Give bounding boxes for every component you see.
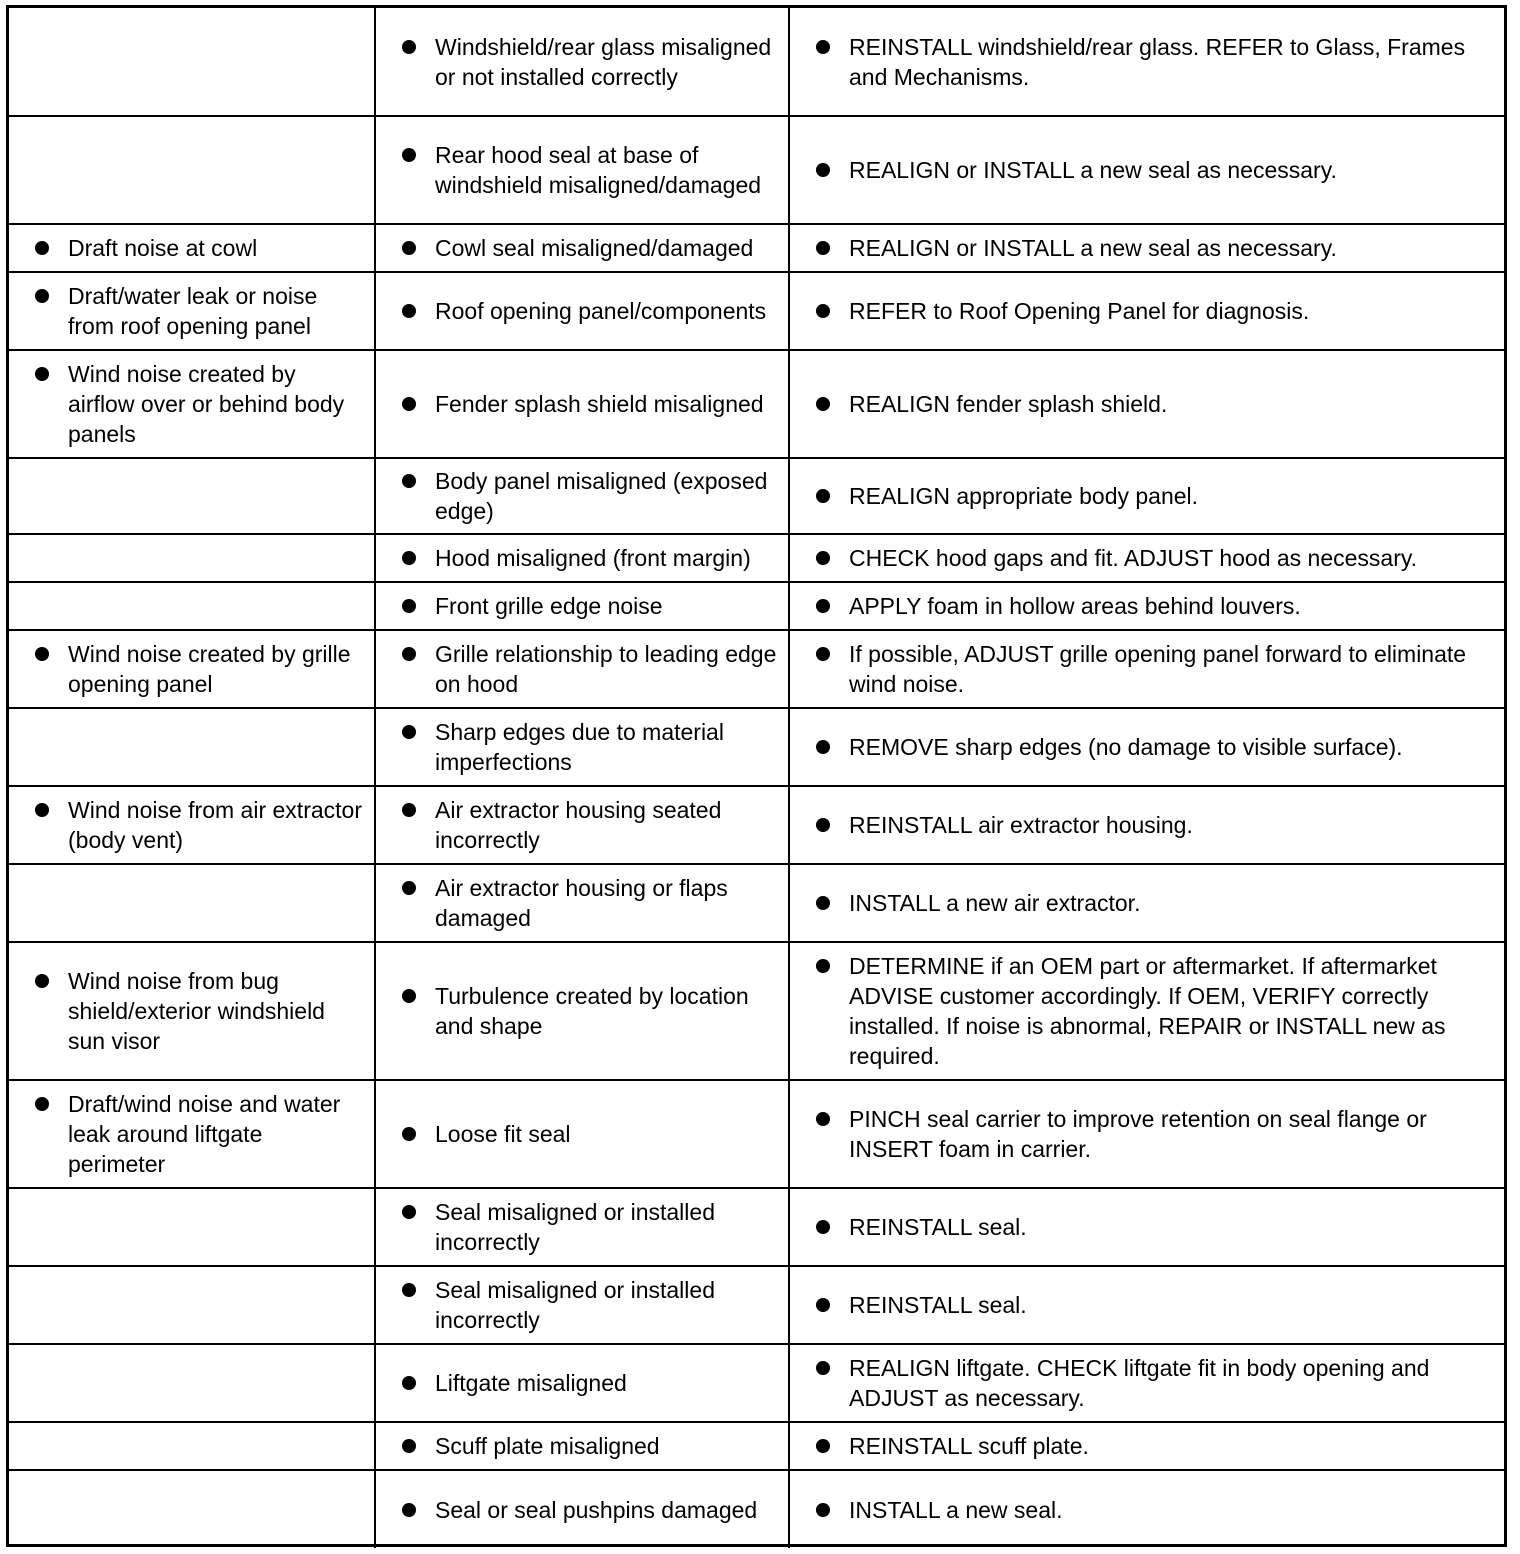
condition-cell [9,272,375,350]
bullet-item [9,281,364,341]
source-text: Roof opening panel/components [435,298,767,324]
table-row [9,1080,1504,1188]
source-text: Grille relationship to leading edge on hood [435,641,777,697]
bullet-item [790,591,1494,621]
bullet-icon [402,1283,416,1297]
table-row [9,224,1504,272]
bullet-icon [402,989,416,1003]
bullet-icon [816,1503,830,1517]
source-cell [375,1344,789,1422]
bullet-item [790,233,1494,263]
condition-cell [9,534,375,582]
source-text: Seal or seal pushpins damaged [435,1496,758,1523]
bullet-icon [816,489,830,503]
condition-text: Wind noise created by airflow over or behind body panels [68,361,345,447]
action-cell [789,8,1504,116]
bullet-item [790,810,1494,840]
bullet-item [376,717,778,777]
action-cell [789,942,1504,1080]
bullet-item [376,1431,778,1461]
bullet-item [376,466,778,526]
bullet-item [790,732,1494,762]
bullet-item [790,1212,1494,1242]
action-cell [789,1344,1504,1422]
action-cell [789,1266,1504,1344]
condition-cell [9,942,375,1080]
action-cell [789,272,1504,350]
bullet-icon [35,803,49,817]
bullet-icon [402,1503,416,1517]
condition-cell [9,116,375,224]
diagnosis-table-body [9,8,1504,1548]
bullet-icon [402,1205,416,1219]
bullet-item [376,591,778,621]
bullet-icon [402,148,416,162]
bullet-icon [816,647,830,661]
source-cell [375,116,789,224]
bullet-icon [816,818,830,832]
bullet-icon [402,881,416,895]
source-text: Air extractor housing seated incorrectly [435,797,722,853]
bullet-item [376,1119,778,1149]
source-text: Air extractor housing or flaps damaged [435,875,728,931]
bullet-item [790,296,1494,326]
table-row [9,786,1504,864]
bullet-item [376,233,778,263]
source-cell [375,224,789,272]
table-row [9,272,1504,350]
action-cell [789,350,1504,458]
condition-cell [9,582,375,630]
action-cell [789,582,1504,630]
action-text: REINSTALL windshield/rear glass. REFER to Glass, Frames and Mechanisms. [849,33,1466,90]
action-cell [789,1080,1504,1188]
bullet-item [790,481,1494,511]
bullet-item [9,359,364,449]
source-text: Hood misaligned (front margin) [435,545,751,571]
bullet-icon [402,40,416,54]
condition-cell [9,1080,375,1188]
bullet-item [376,140,778,200]
bullet-item [790,1104,1494,1164]
source-text: Scuff plate misaligned [435,1433,660,1459]
condition-cell [9,350,375,458]
source-cell [375,786,789,864]
source-text: Cowl seal misaligned/damaged [435,235,754,261]
bullet-icon [816,1439,830,1453]
source-text: Loose fit seal [435,1121,571,1147]
source-cell [375,582,789,630]
bullet-item [376,1275,778,1335]
table-row [9,582,1504,630]
action-cell [789,458,1504,534]
source-cell [375,272,789,350]
table-row [9,1422,1504,1470]
condition-cell [9,1188,375,1266]
action-cell [789,630,1504,708]
bullet-icon [35,289,49,303]
bullet-icon [35,974,49,988]
bullet-item [790,389,1494,419]
action-text: REALIGN liftgate. CHECK liftgate fit in body opening and ADJUST as necessary. [849,1355,1430,1411]
condition-text: Draft/wind noise and water leak around liftgate perimeter [68,1091,341,1177]
bullet-icon [402,725,416,739]
condition-cell [9,630,375,708]
action-cell [789,708,1504,786]
bullet-icon [402,304,416,318]
bullet-item [790,1290,1494,1320]
condition-cell [9,8,375,116]
condition-text: Draft/water leak or noise from roof opening panel [68,283,318,339]
source-cell [375,534,789,582]
bullet-item [376,1368,778,1398]
bullet-item [376,389,778,419]
action-text: REALIGN or INSTALL a new seal as necessary. [849,235,1337,261]
action-text: DETERMINE if an OEM part or aftermarket. If aftermarket ADVISE customer accordingly. If OEM, VERIFY correctly installed. If noise is abnormal, REPAIR or INSTALL new as required. [849,953,1446,1069]
condition-cell [9,1266,375,1344]
bullet-item [790,1495,1494,1525]
bullet-item [790,888,1494,918]
bullet-icon [816,959,830,973]
bullet-icon [402,474,416,488]
bullet-item [790,543,1494,573]
source-text: Rear hood seal at base of windshield misaligned/damaged [435,142,762,198]
action-cell [789,116,1504,224]
action-text: PINCH seal carrier to improve retention on seal flange or INSERT foam in carrier. [849,1106,1427,1162]
bullet-item [9,233,364,263]
bullet-item [790,155,1494,185]
condition-text: Draft noise at cowl [68,235,258,261]
table-row [9,1266,1504,1344]
bullet-item [376,639,778,699]
table-row [9,8,1504,116]
table-row [9,1188,1504,1266]
bullet-item [790,1431,1494,1461]
action-cell [789,786,1504,864]
bullet-item [9,795,364,855]
table-row [9,458,1504,534]
source-cell [375,1470,789,1548]
table-row [9,864,1504,942]
bullet-icon [35,367,49,381]
condition-cell [9,1344,375,1422]
condition-cell [9,458,375,534]
action-text: INSTALL a new air extractor. [849,890,1141,916]
action-text: REINSTALL air extractor housing. [849,812,1193,838]
condition-cell [9,786,375,864]
action-text: CHECK hood gaps and fit. ADJUST hood as necessary. [849,545,1418,571]
bullet-item [790,951,1494,1071]
condition-text: Wind noise created by grille opening panel [68,641,351,697]
table-row [9,1470,1504,1548]
bullet-icon [402,397,416,411]
source-cell [375,458,789,534]
bullet-icon [402,647,416,661]
source-text: Seal misaligned or installed incorrectly [435,1199,715,1255]
bullet-item [9,639,364,699]
bullet-item [376,795,778,855]
bullet-icon [402,1127,416,1141]
condition-cell [9,224,375,272]
action-cell [789,864,1504,942]
bullet-item [376,1197,778,1257]
table-row [9,116,1504,224]
bullet-item [9,1089,364,1179]
source-text: Sharp edges due to material imperfections [435,719,724,775]
source-cell [375,864,789,942]
condition-cell [9,708,375,786]
action-text: REALIGN or INSTALL a new seal as necessary. [849,157,1337,183]
bullet-item [376,543,778,573]
action-text: If possible, ADJUST grille opening panel forward to eliminate wind noise. [849,641,1467,697]
source-text: Turbulence created by location and shape [435,983,749,1039]
source-text: Body panel misaligned (exposed edge) [435,468,768,524]
source-text: Liftgate misaligned [435,1370,627,1396]
bullet-icon [816,599,830,613]
table-row [9,350,1504,458]
action-text: REMOVE sharp edges (no damage to visible surface). [849,734,1403,760]
diagnosis-table-frame [6,5,1507,1547]
bullet-item [790,1353,1494,1413]
table-row [9,1344,1504,1422]
bullet-item [376,981,778,1041]
condition-text: Wind noise from air extractor (body vent) [68,797,362,853]
action-cell [789,1188,1504,1266]
bullet-item [376,32,778,92]
condition-text: Wind noise from bug shield/exterior windshield sun visor [68,968,325,1054]
bullet-icon [816,40,830,54]
bullet-icon [402,803,416,817]
bullet-icon [35,1097,49,1111]
bullet-icon [816,241,830,255]
action-cell [789,1422,1504,1470]
bullet-icon [816,304,830,318]
bullet-icon [816,397,830,411]
action-text: REALIGN appropriate body panel. [849,483,1199,509]
source-cell [375,942,789,1080]
bullet-icon [816,551,830,565]
table-row [9,630,1504,708]
table-row [9,534,1504,582]
bullet-item [790,32,1494,92]
table-row [9,942,1504,1080]
bullet-icon [816,1220,830,1234]
bullet-icon [816,740,830,754]
action-cell [789,224,1504,272]
action-cell [789,534,1504,582]
bullet-icon [402,599,416,613]
bullet-icon [402,1376,416,1390]
action-text: INSTALL a new seal. [849,1496,1063,1523]
bullet-icon [402,1439,416,1453]
bullet-icon [35,647,49,661]
source-cell [375,708,789,786]
diagnosis-table [9,8,1504,1548]
action-text: REALIGN fender splash shield. [849,391,1168,417]
source-cell [375,1080,789,1188]
bullet-icon [402,241,416,255]
action-text: REINSTALL seal. [849,1292,1027,1318]
bullet-item [790,639,1494,699]
source-cell [375,630,789,708]
bullet-item [376,873,778,933]
condition-cell [9,1422,375,1470]
source-cell [375,8,789,116]
action-text: REINSTALL seal. [849,1214,1027,1240]
table-row [9,708,1504,786]
bullet-item [376,296,778,326]
source-cell [375,1266,789,1344]
source-text: Windshield/rear glass misaligned or not installed correctly [435,33,772,90]
action-text: REINSTALL scuff plate. [849,1433,1089,1459]
bullet-icon [816,896,830,910]
action-text: REFER to Roof Opening Panel for diagnosis. [849,298,1310,324]
source-cell [375,350,789,458]
bullet-icon [816,1361,830,1375]
condition-cell [9,864,375,942]
action-cell [789,1470,1504,1548]
bullet-icon [816,163,830,177]
action-text: APPLY foam in hollow areas behind louvers. [849,593,1301,619]
bullet-icon [35,241,49,255]
source-text: Front grille edge noise [435,593,663,619]
bullet-icon [402,551,416,565]
condition-cell [9,1470,375,1548]
bullet-icon [816,1298,830,1312]
bullet-icon [816,1112,830,1126]
source-text: Fender splash shield misaligned [435,391,764,417]
source-cell [375,1188,789,1266]
source-cell [375,1422,789,1470]
bullet-item [9,966,364,1056]
bullet-item [376,1495,778,1525]
source-text: Seal misaligned or installed incorrectly [435,1277,715,1333]
